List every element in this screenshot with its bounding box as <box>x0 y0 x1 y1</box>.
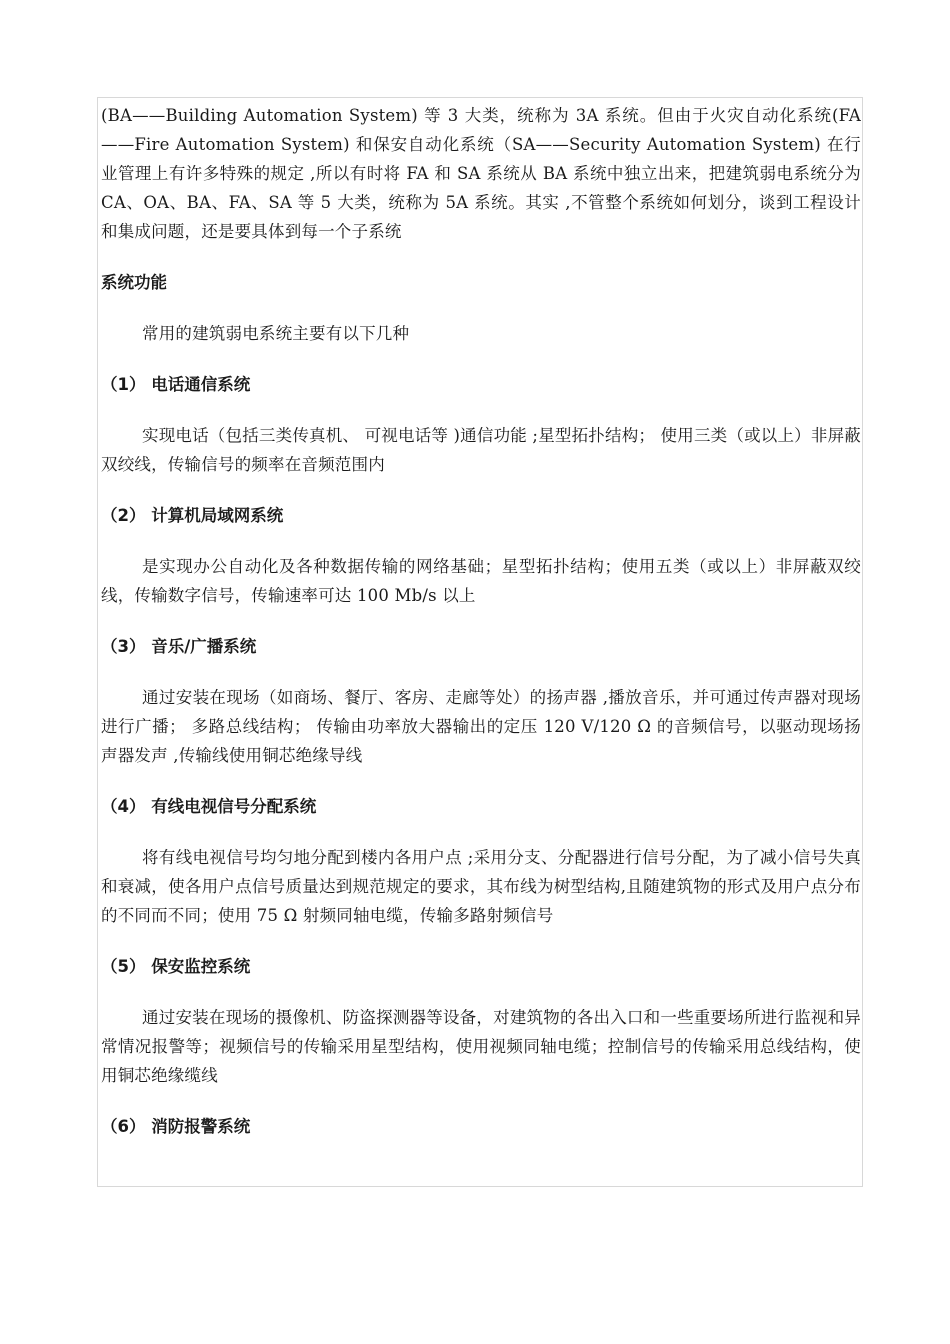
item-2-body: 是实现办公自动化及各种数据传输的网络基础；星型拓扑结构；使用五类（或以上）非屏蔽双绞线，传输数字信号，传输速率可达 100 Mb/s 以上 <box>101 557 861 605</box>
intro-paragraph: (BA——Building Automation System) 等 3 大类，统称为 3A 系统。但由于火灾自动化系统(FA——Fire Automation System) 和保安自动化系统（SA——Security Automation System) 在行业管理上有许多特殊的规定 ,所以有时将 FA 和 SA 系统从 BA 系统中独立出来，把建筑弱电系统分为 CA、OA、BA、FA、SA 等 5 大类，统称为 5A 系统。其实 ,不管整个系统如何划分，谈到工程设计和集成问题，还是要具体到每一个子系统 <box>101 106 861 241</box>
document-body <box>101 101 861 1141</box>
item-4-body: 将有线电视信号均匀地分配到楼内各用户点 ;采用分支、分配器进行信号分配，为了减小信号失真和衰减，使各用户点信号质量达到规范规定的要求，其布线为树型结构,且随建筑物的形式及用户点分布的不同而不同；使用 75 Ω 射频同轴电缆，传输多路射频信号 <box>101 848 861 925</box>
item-3-heading: （3） 音乐/广播系统 <box>101 637 257 656</box>
item-1-heading: （1） 电话通信系统 <box>101 375 251 394</box>
item-1-body: 实现电话（包括三类传真机、 可视电话等 )通信功能 ;星型拓扑结构； 使用三类（或以上）非屏蔽双绞线，传输信号的频率在音频范围内 <box>101 426 861 474</box>
item-4-heading: （4） 有线电视信号分配系统 <box>101 797 317 816</box>
item-5-heading: （5） 保安监控系统 <box>101 957 251 976</box>
section-title: 系统功能 <box>101 273 167 292</box>
item-3-body: 通过安装在现场（如商场、餐厅、客房、走廊等处）的扬声器 ,播放音乐，并可通过传声器对现场进行广播； 多路总线结构； 传输由功率放大器输出的定压 120 V/120 Ω 的音频信号，以驱动现场扬声器发声 ,传输线使用铜芯绝缘导线 <box>101 688 861 765</box>
item-5-body: 通过安装在现场的摄像机、防盗探测器等设备，对建筑物的各出入口和一些重要场所进行监视和异常情况报警等；视频信号的传输采用星型结构，使用视频同轴电缆；控制信号的传输采用总线结构，使用铜芯绝缘缆线 <box>101 1008 861 1085</box>
item-6-heading: （6） 消防报警系统 <box>101 1117 251 1136</box>
item-2-heading: （2） 计算机局域网系统 <box>101 506 284 525</box>
section-lead: 常用的建筑弱电系统主要有以下几种 <box>142 324 410 343</box>
